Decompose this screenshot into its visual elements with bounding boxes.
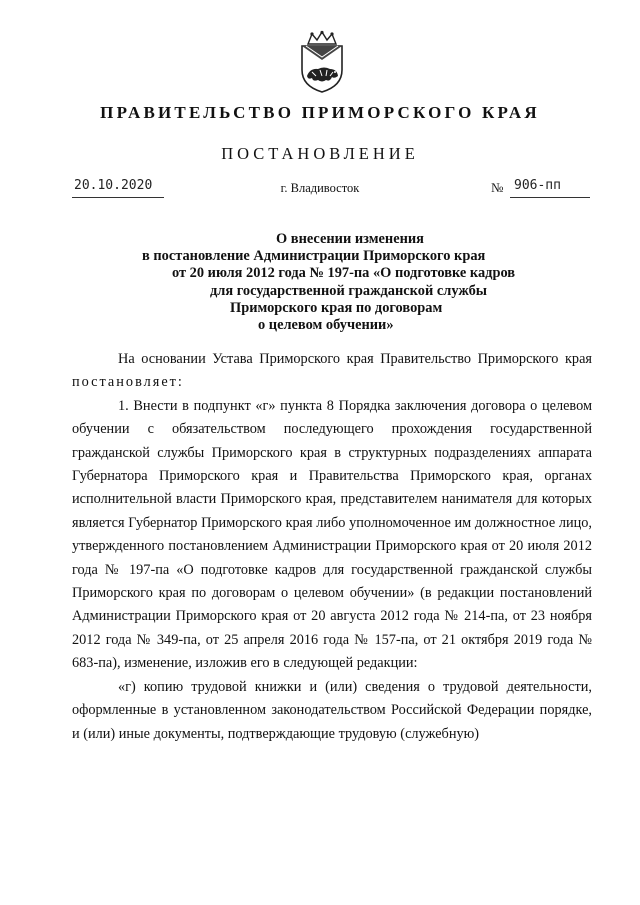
organization-name: ПРАВИТЕЛЬСТВО ПРИМОРСКОГО КРАЯ: [100, 103, 540, 122]
title-line: Приморского края по договорам: [230, 299, 443, 316]
quote-paragraph: «г) копию трудовой книжки и (или) сведения о трудовой деятельности, оформленные в установленном законодательством Российской Федерации порядке, и (или) иные документы, подтверждающие трудовую (служебную): [72, 678, 592, 742]
document-date: 20.10.2020: [74, 178, 153, 193]
document-body: [72, 348, 592, 746]
preamble-text: На основании Устава Приморского края Правительство Приморского края: [118, 351, 592, 367]
document-number: 906-пп: [514, 178, 561, 193]
document-city: г. Владивосток: [280, 181, 360, 195]
title-line: О внесении изменения: [276, 231, 424, 247]
title-line: о целевом обучении»: [258, 317, 394, 334]
title-line: для государственной гражданской службы: [210, 282, 488, 299]
preamble-paragraph: [72, 348, 592, 395]
document-title: [60, 231, 580, 334]
document-type: ПОСТАНОВЛЕНИЕ: [221, 144, 419, 163]
title-line: в постановление Администрации Приморского края: [142, 248, 486, 265]
number-underline: [510, 197, 590, 198]
item-1-paragraph: 1. Внести в подпункт «г» пункта 8 Порядка заключения договора о целевом обучении с обязательством последующего прохождения государственной гражданской службы Приморского края в структурных подразделениях аппарата Губернатора Приморского края и Правительства Приморского края, органах исполнительной власти Приморского края, представителем нанимателя для которых является Губернатор Приморского края либо уполномоченное им должностное лицо, утвержденного постановлением Администрации Приморского края от 20 июля 2012 года № 197-па «О подготовке кадров для государственной гражданской службы Приморского края по договорам о целевом обучении» (в редакции постановлений Администрации Приморского края от 20 августа 2012 года № 214-па, от 23 ноября 2012 года № 349-па, от 25 апреля 2016 года № 157-па, от 21 октября 2019 года № 683-па), изменение, изложив его в следующей редакции:: [72, 397, 592, 672]
decree-word: постановляет:: [72, 374, 184, 391]
title-line: от 20 июля 2012 года № 197-па «О подготовке кадров: [172, 265, 516, 282]
coat-of-arms-icon: [296, 30, 348, 94]
number-sign: №: [491, 180, 504, 195]
date-underline: [72, 197, 164, 198]
